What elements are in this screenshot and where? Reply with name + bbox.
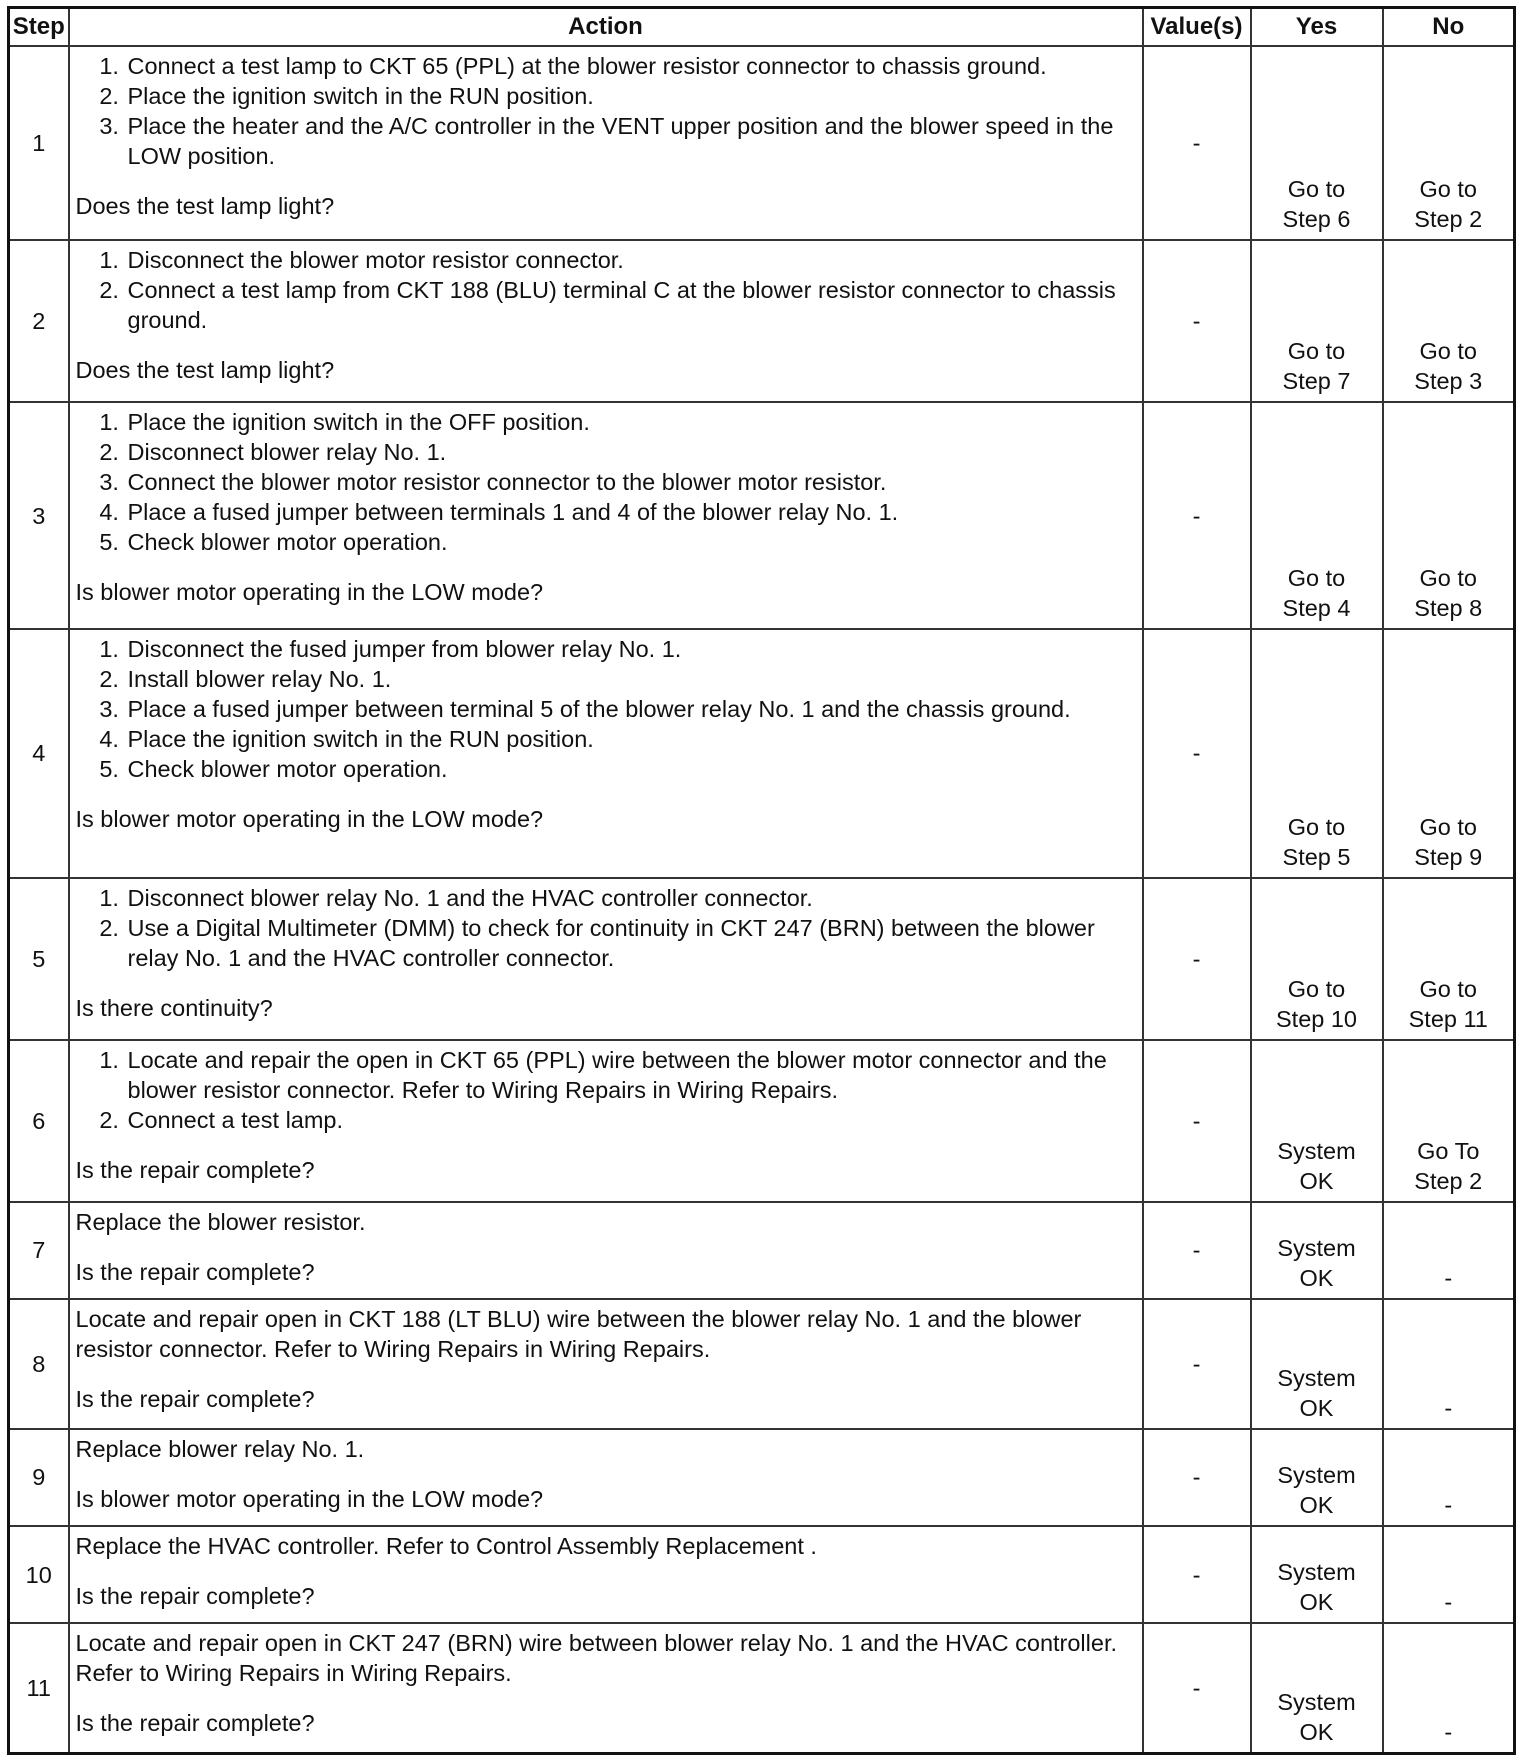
table-row <box>9 1202 1515 1299</box>
yes-result-line: Step 7 <box>1282 368 1351 395</box>
yes-result-line: Go to <box>1287 338 1346 365</box>
action-item: 1. Connect a test lamp to CKT 65 (PPL) at the blower resistor connector to chassis ground. <box>126 51 1134 81</box>
yes-result-line: System <box>1277 1461 1356 1488</box>
action-text: Replace blower relay No. 1. <box>75 1435 365 1462</box>
value-cell: - <box>1143 878 1251 1040</box>
action-item: 3. Place the heater and the A/C controller in the VENT upper position and the blower speed in the LOW position. <box>126 111 1134 171</box>
yes-cell <box>1251 629 1383 878</box>
no-result-line: Step 8 <box>1414 595 1483 622</box>
step-number: 7 <box>9 1202 69 1299</box>
value-cell: - <box>1143 1040 1251 1202</box>
action-cell <box>69 1040 1143 1202</box>
value-cell: - <box>1143 1526 1251 1623</box>
yes-cell <box>1251 240 1383 402</box>
action-item: 2. Place the ignition switch in the RUN position. <box>126 81 1134 111</box>
value-cell: - <box>1143 1623 1251 1753</box>
step-number: 3 <box>9 402 69 629</box>
no-cell <box>1383 1526 1515 1623</box>
no-result-line: - <box>1444 1589 1453 1616</box>
action-item: 1. Disconnect the fused jumper from blower relay No. 1. <box>126 634 1134 664</box>
action-cell <box>69 46 1143 241</box>
value-cell: - <box>1143 1202 1251 1299</box>
no-cell <box>1383 46 1515 241</box>
action-question: Is the repair complete? <box>75 1582 315 1609</box>
action-list <box>76 634 1134 784</box>
yes-result-line: System <box>1277 1364 1356 1391</box>
action-cell <box>69 1429 1143 1526</box>
no-cell <box>1383 1623 1515 1753</box>
action-item: 3. Place a fused jumper between terminal 5 of the blower relay No. 1 and the chassis ground. <box>126 694 1134 724</box>
action-cell <box>69 629 1143 878</box>
action-item: 2. Connect a test lamp. <box>126 1105 1134 1135</box>
action-item: 5. Check blower motor operation. <box>126 754 1134 784</box>
action-item: 2. Use a Digital Multimeter (DMM) to check for continuity in CKT 247 (BRN) between the blower relay No. 1 and the HVAC controller connector. <box>126 913 1134 973</box>
action-question: Does the test lamp light? <box>75 357 335 384</box>
yes-cell <box>1251 1299 1383 1429</box>
yes-result-line: OK <box>1299 1491 1334 1518</box>
value-cell: - <box>1143 1299 1251 1429</box>
no-result-line: Go to <box>1419 813 1477 840</box>
yes-result-line: Step 5 <box>1282 843 1351 870</box>
no-result-line: Step 2 <box>1414 206 1483 233</box>
yes-cell <box>1251 1526 1383 1623</box>
table-row <box>9 878 1515 1040</box>
header-row <box>9 8 1515 46</box>
action-item: 1. Place the ignition switch in the OFF position. <box>126 407 1134 437</box>
yes-result-line: Go to <box>1287 176 1346 203</box>
header-values: Value(s) <box>1143 8 1251 46</box>
action-item: 3. Connect the blower motor resistor connector to the blower motor resistor. <box>126 467 1134 497</box>
yes-result-line: Go to <box>1287 565 1346 592</box>
no-result-line: Step 9 <box>1414 843 1483 870</box>
action-question: Is the repair complete? <box>75 1156 315 1183</box>
action-list <box>76 883 1134 973</box>
no-cell <box>1383 878 1515 1040</box>
action-question: Is the repair complete? <box>75 1386 315 1413</box>
no-result-line: Go to <box>1419 565 1477 592</box>
no-result-line: Go to <box>1419 176 1477 203</box>
value-cell: - <box>1143 629 1251 878</box>
no-cell <box>1383 1299 1515 1429</box>
action-item: 1. Disconnect blower relay No. 1 and the HVAC controller connector. <box>126 883 1134 913</box>
no-cell <box>1383 1202 1515 1299</box>
yes-result-line: System <box>1277 1559 1356 1586</box>
no-result-line: Step 3 <box>1414 368 1483 395</box>
header-action: Action <box>69 8 1143 46</box>
action-question: Is the repair complete? <box>75 1710 315 1737</box>
action-item: 2. Connect a test lamp from CKT 188 (BLU) terminal C at the blower resistor connector to chassis ground. <box>126 275 1134 335</box>
yes-result-line: Step 6 <box>1282 206 1351 233</box>
step-number: 2 <box>9 240 69 402</box>
yes-result-line: Go to <box>1287 975 1346 1002</box>
action-cell <box>69 1526 1143 1623</box>
step-number: 10 <box>9 1526 69 1623</box>
no-cell <box>1383 1040 1515 1202</box>
yes-result-line: OK <box>1299 1394 1334 1421</box>
no-cell <box>1383 402 1515 629</box>
step-number: 11 <box>9 1623 69 1753</box>
table-row <box>9 1623 1515 1753</box>
action-item: 4. Place a fused jumper between terminals 1 and 4 of the blower relay No. 1. <box>126 497 1134 527</box>
no-result-line: Step 11 <box>1408 1005 1488 1032</box>
no-cell <box>1383 240 1515 402</box>
step-number: 6 <box>9 1040 69 1202</box>
action-list <box>76 51 1134 171</box>
yes-cell <box>1251 878 1383 1040</box>
action-item: 5. Check blower motor operation. <box>126 527 1134 557</box>
no-cell <box>1383 629 1515 878</box>
yes-cell <box>1251 1040 1383 1202</box>
yes-cell <box>1251 46 1383 241</box>
table-row <box>9 1526 1515 1623</box>
no-result-line: Go to <box>1419 338 1477 365</box>
header-no: No <box>1383 8 1515 46</box>
step-number: 5 <box>9 878 69 1040</box>
action-item: 2. Disconnect blower relay No. 1. <box>126 437 1134 467</box>
yes-result-line: System <box>1277 1689 1356 1715</box>
yes-result-line: OK <box>1299 1719 1334 1745</box>
action-question: Is there continuity? <box>75 994 273 1021</box>
yes-cell <box>1251 1623 1383 1753</box>
table-row <box>9 1040 1515 1202</box>
step-number: 1 <box>9 46 69 241</box>
no-result-line: - <box>1444 1394 1453 1421</box>
action-cell <box>69 1299 1143 1429</box>
table-row <box>9 402 1515 629</box>
diagnostic-table <box>7 6 1516 1755</box>
header-yes: Yes <box>1251 8 1383 46</box>
yes-result-line: Step 4 <box>1282 595 1351 622</box>
no-cell <box>1383 1429 1515 1526</box>
yes-cell <box>1251 1429 1383 1526</box>
action-text: Locate and repair open in CKT 247 (BRN) wire between blower relay No. 1 and the HVAC controller. Refer to Wiring Repairs in Wiring Repairs. <box>75 1630 1118 1687</box>
table-row <box>9 1429 1515 1526</box>
step-number: 8 <box>9 1299 69 1429</box>
action-text: Locate and repair open in CKT 188 (LT BLU) wire between the blower relay No. 1 and the blower resistor connector. Refer to Wiring Repairs in Wiring Repairs. <box>75 1306 1082 1363</box>
action-item: 4. Place the ignition switch in the RUN position. <box>126 724 1134 754</box>
action-item: 1. Locate and repair the open in CKT 65 (PPL) wire between the blower motor connector and the blower resistor connector. Refer to Wiring Repairs in Wiring Repairs. <box>126 1045 1134 1105</box>
table-body <box>9 46 1515 1754</box>
yes-result-line: Step 10 <box>1275 1005 1357 1032</box>
action-item: 1. Disconnect the blower motor resistor connector. <box>126 245 1134 275</box>
action-cell <box>69 402 1143 629</box>
action-cell <box>69 878 1143 1040</box>
action-text: Replace the HVAC controller. Refer to Control Assembly Replacement . <box>75 1532 817 1559</box>
table-row <box>9 1299 1515 1429</box>
yes-result-line: System <box>1277 1235 1356 1262</box>
no-result-line: - <box>1444 1265 1453 1292</box>
no-result-line: - <box>1444 1491 1453 1518</box>
no-result-line: Go to <box>1419 975 1477 1002</box>
table-row <box>9 240 1515 402</box>
step-number: 4 <box>9 629 69 878</box>
no-result-line: Go To <box>1417 1137 1480 1164</box>
action-question: Is blower motor operating in the LOW mode? <box>75 1485 544 1512</box>
yes-result-line: OK <box>1299 1167 1334 1194</box>
action-cell <box>69 240 1143 402</box>
yes-cell <box>1251 402 1383 629</box>
table-row <box>9 629 1515 878</box>
action-list <box>76 245 1134 335</box>
value-cell: - <box>1143 402 1251 629</box>
action-question: Does the test lamp light? <box>75 192 335 219</box>
value-cell: - <box>1143 240 1251 402</box>
action-cell <box>69 1202 1143 1299</box>
yes-result-line: OK <box>1299 1589 1334 1616</box>
header-step: Step <box>9 8 69 46</box>
no-result-line: Step 2 <box>1414 1167 1483 1194</box>
step-number: 9 <box>9 1429 69 1526</box>
yes-result-line: System <box>1277 1137 1356 1164</box>
yes-result-line: OK <box>1299 1265 1334 1292</box>
action-question: Is blower motor operating in the LOW mode? <box>75 579 544 606</box>
yes-cell <box>1251 1202 1383 1299</box>
no-result-line: - <box>1444 1719 1453 1745</box>
action-cell <box>69 1623 1143 1753</box>
value-cell: - <box>1143 1429 1251 1526</box>
action-question: Is blower motor operating in the LOW mode? <box>75 806 544 833</box>
action-text: Replace the blower resistor. <box>75 1208 366 1235</box>
action-item: 2. Install blower relay No. 1. <box>126 664 1134 694</box>
action-list <box>76 1045 1134 1135</box>
value-cell: - <box>1143 46 1251 241</box>
table-row <box>9 46 1515 241</box>
action-question: Is the repair complete? <box>75 1258 315 1285</box>
action-list <box>76 407 1134 557</box>
yes-result-line: Go to <box>1287 813 1346 840</box>
